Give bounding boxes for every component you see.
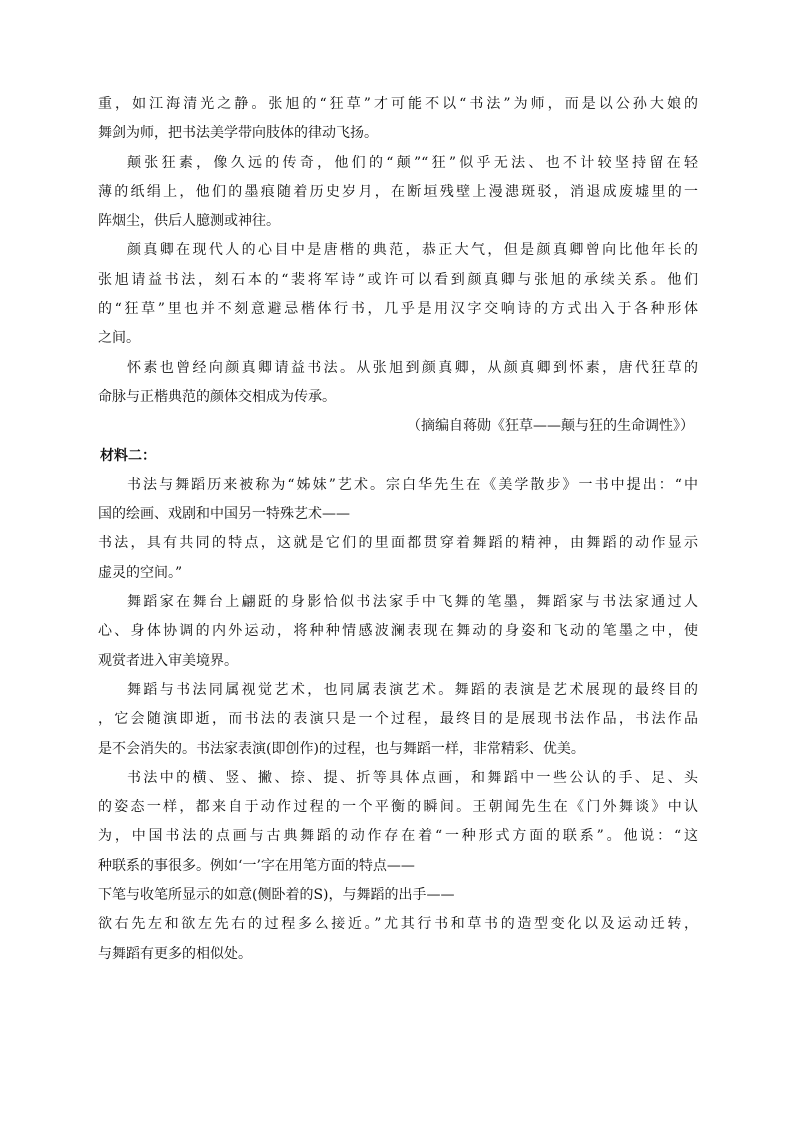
text-line: 为，中国书法的点画与古典舞蹈的动作存在着“一种形式方面的联系”。他说：“这	[98, 828, 698, 845]
text-line: 舞蹈家在舞台上翩跹的身影恰似书法家手中飞舞的笔墨，舞蹈家与书法家通过人	[127, 594, 698, 611]
text-line: 书法中的横、竖、撇、捺、提、折等具体点画，和舞蹈中一些公认的手、足、头	[127, 769, 698, 786]
text-line: 欲右先左和欲左先右的过程多么接近。”尤其行书和草书的造型变化以及运动迁转，	[98, 916, 698, 933]
text-line: 的姿态一样，都来自于动作过程的一个平衡的瞬间。王朝闻先生在《门外舞谈》中认	[98, 799, 698, 816]
text-line: 书法与舞蹈历来被称为“姊妹”艺术。宗白华先生在《美学散步》一书中提出：“中	[127, 476, 698, 493]
section-heading: 材料二：	[100, 447, 156, 464]
text-line: 之间。	[98, 330, 140, 347]
text-line: 舞蹈与书法同属视觉艺术，也同属表演艺术。舞蹈的表演是艺术展现的最终目的	[127, 681, 698, 698]
text-line: 舞剑为师，把书法美学带向肢体的律动飞扬。	[98, 125, 378, 142]
text-line: 下笔与收笔所显示的如意(侧卧着的S)，与舞蹈的出手——	[98, 887, 455, 904]
text-line: 薄的纸绢上，他们的墨痕随着历史岁月，在断垣残壁上漫漶斑驳，消退成废墟里的一	[98, 183, 698, 200]
text-line: 心、身体协调的内外运动，将种种情感波澜表现在舞动的身姿和飞动的笔墨之中，使	[98, 623, 698, 640]
text-line: 颜真卿在现代人的心目中是唐楷的典范，恭正大气，但是颜真卿曾向比他年长的	[127, 242, 698, 259]
text-line: 重，如江海清光之静。张旭的“狂草”才可能不以“书法”为师，而是以公孙大娘的	[98, 96, 698, 112]
text-line: 是不会消失的。书法家表演(即创作)的过程，也与舞蹈一样，非常精彩、优美。	[98, 740, 585, 757]
text-line: 国的绘画、戏剧和中国另一特殊艺术——	[98, 506, 350, 523]
text-line: 种联系的事很多。例如‘一’字在用笔方面的特点——	[98, 857, 415, 874]
text-line: 张旭请益书法，刻石本的“裴将军诗”或许可以看到颜真卿与张旭的承续关系。他们	[98, 271, 698, 288]
text-line: 观赏者进入审美境界。	[98, 652, 238, 669]
text-line: 书法，具有共同的特点，这就是它们的里面都贯穿着舞蹈的精神，由舞蹈的动作显示	[98, 535, 698, 552]
text-line: 命脉与正楷典范的颜体交相成为传承。	[98, 388, 336, 405]
source-citation: （摘编自蒋勋《狂草——颠与狂的生命调性》）	[407, 418, 694, 435]
document-page	[98, 90, 698, 969]
text-line: 颠张狂素，像久远的传奇，他们的“颠”“狂”似乎无法、也不计较坚持留在轻	[127, 154, 698, 171]
text-line: 与舞蹈有更多的相似处。	[98, 945, 252, 962]
text-line: 怀素也曾经向颜真卿请益书法。从张旭到颜真卿，从颜真卿到怀素，唐代狂草的	[127, 359, 698, 376]
text-line: 虚灵的空间。”	[98, 564, 183, 581]
text-line: 的“狂草”里也并不刻意避忌楷体行书，几乎是用汉字交响诗的方式出入于各种形体	[98, 301, 698, 318]
text-line: 阵烟尘，供后人臆测或神往。	[98, 213, 280, 230]
text-line: ，它会随演即逝，而书法的表演只是一个过程，最终目的是展现书法作品，书法作品	[98, 711, 698, 728]
